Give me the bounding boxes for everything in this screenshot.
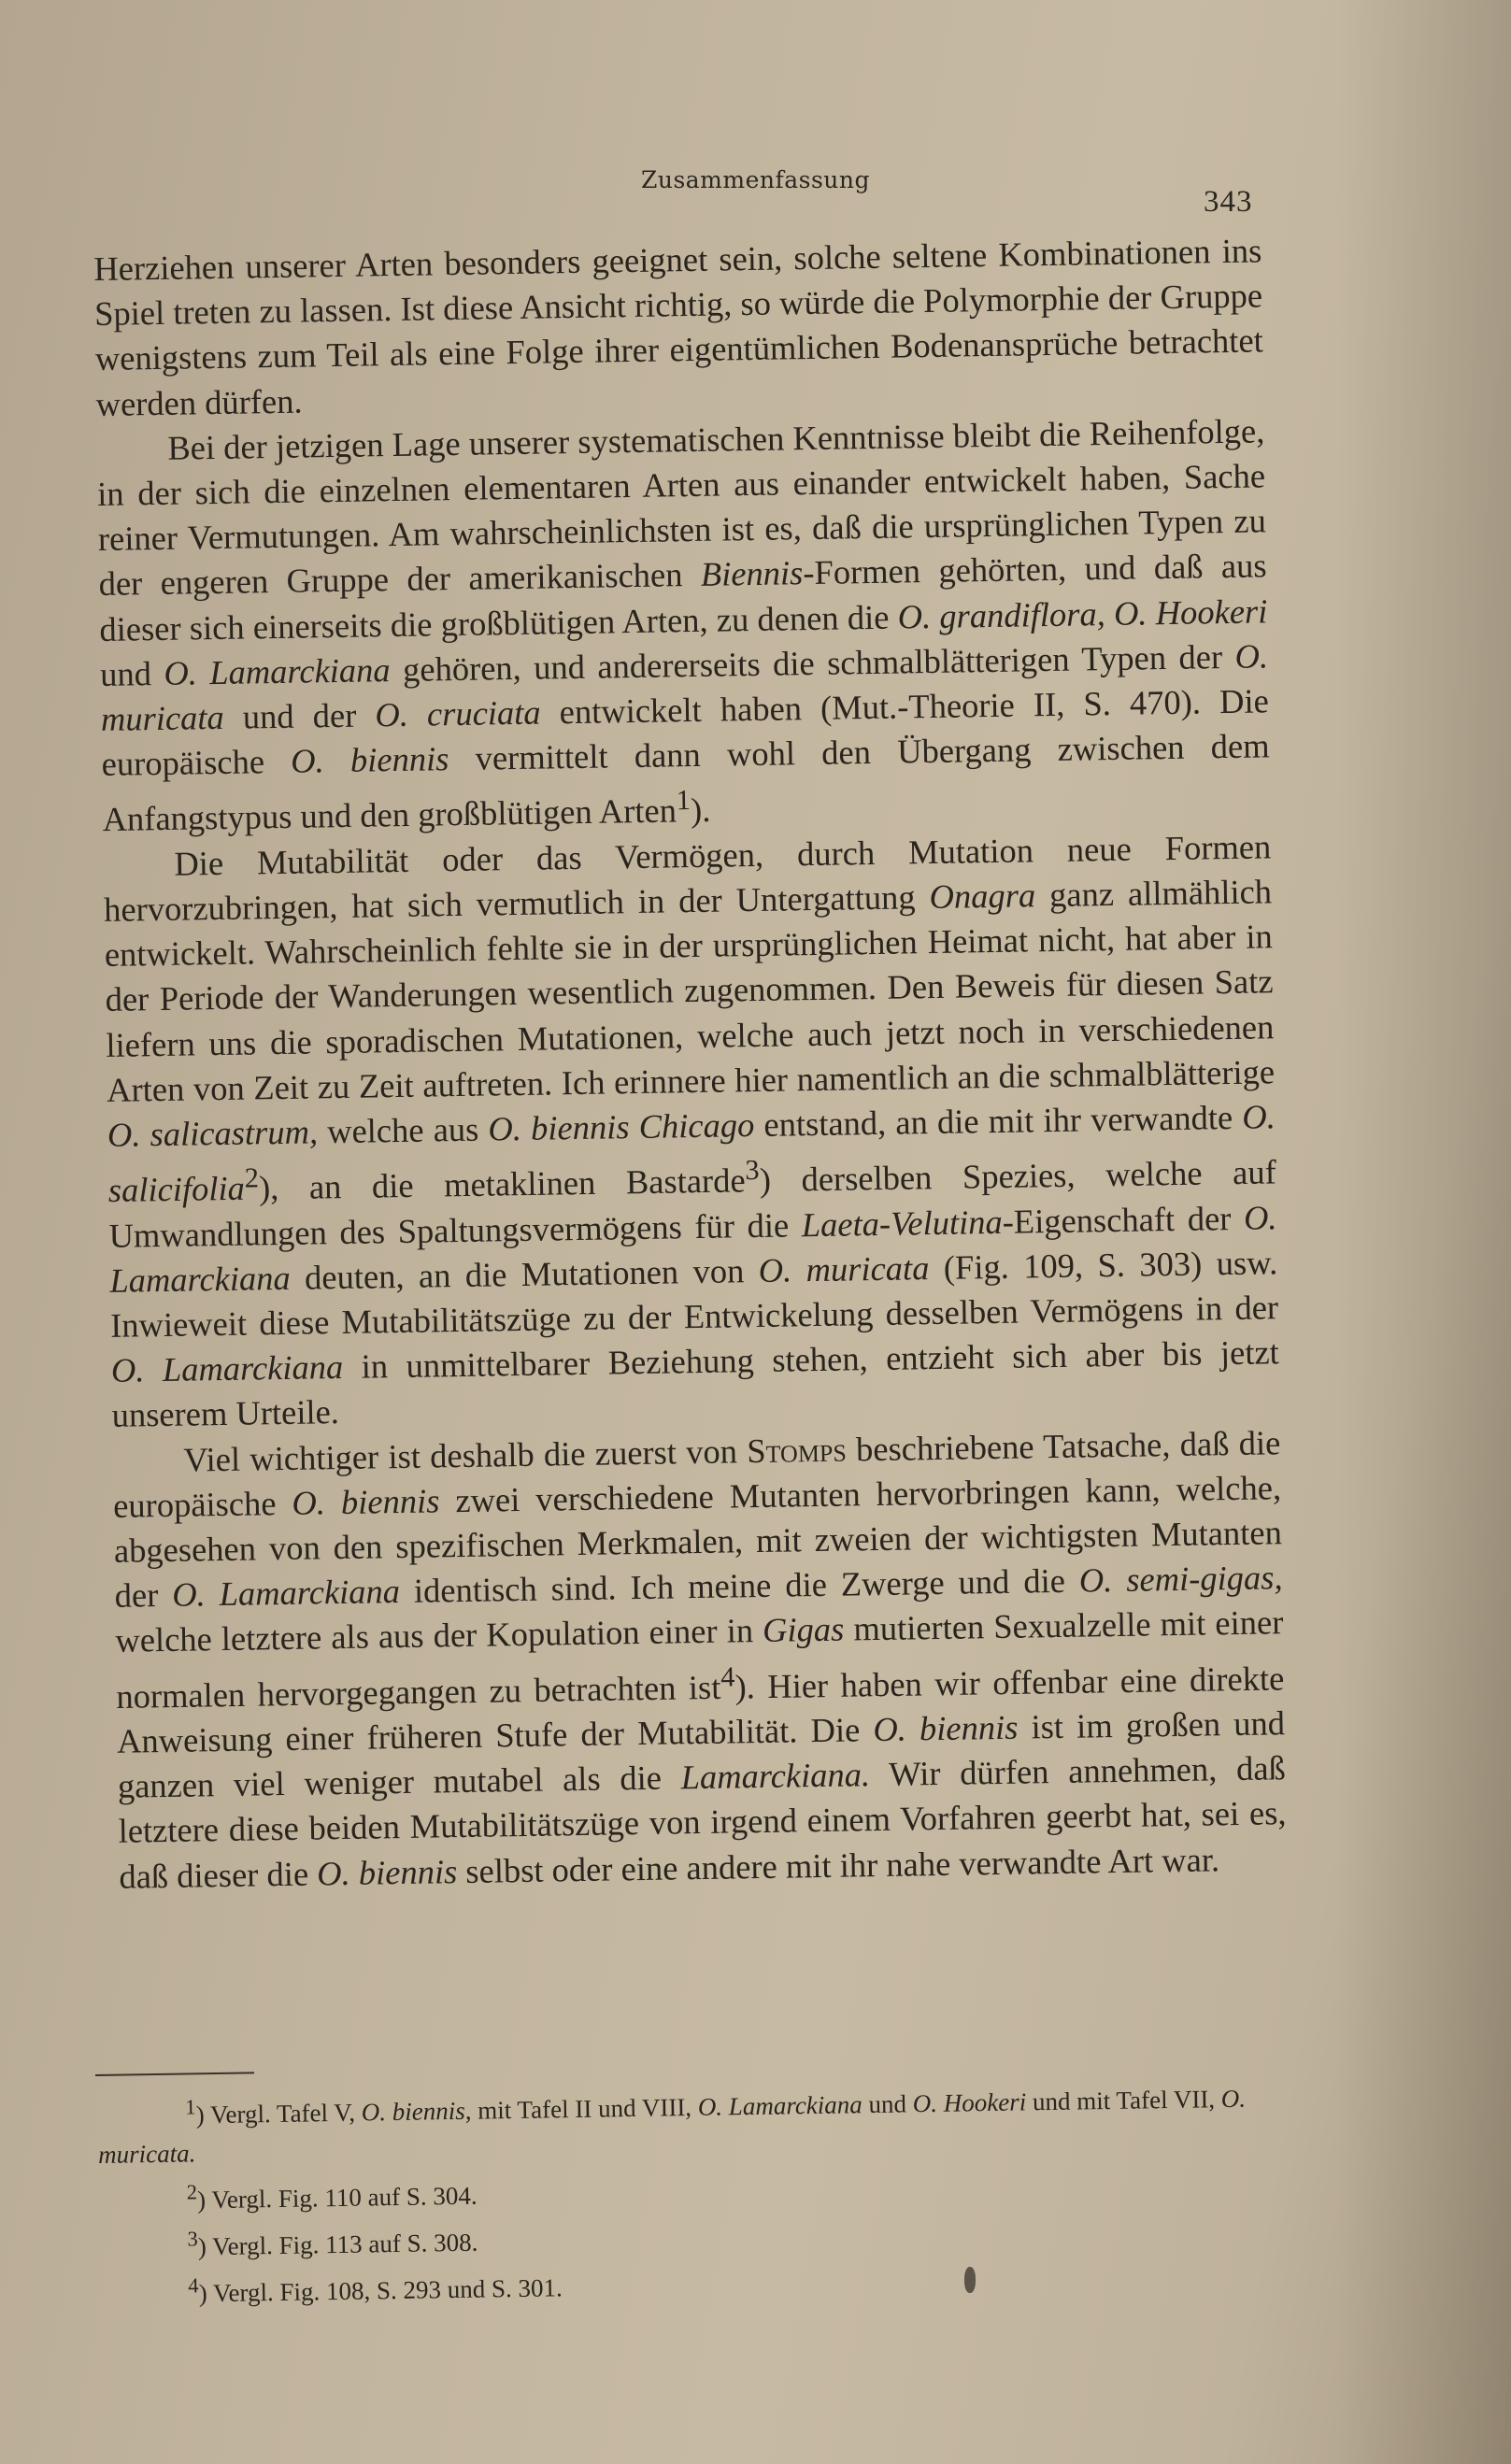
footnote-separator [95, 2072, 254, 2076]
footnote-mark: 1 [185, 2095, 196, 2119]
page-shadow [1336, 0, 1511, 2464]
italic-text: Laeta-Velutina [801, 1202, 1004, 1244]
species-name: O. muricata [100, 636, 1269, 738]
text-run: vermittelt dann wohl den Übergang zwischen dem Anfangstypus und den großblütigen Arten [102, 726, 1270, 839]
text-run: ). [690, 790, 711, 830]
text-run: Wir dürfen annehmen, daß letztere diese beiden Mutabilitätszüge von irgend einem Vorfahren geerbt hat, sei es, daß dieser die [118, 1748, 1287, 1896]
text-run: ) derselben Spezies, welche auf Umwandlungen des Spaltungsvermögens für die [108, 1152, 1277, 1255]
text-run: und der [223, 695, 376, 736]
species-name: O. biennis [873, 1707, 1019, 1749]
text-run: deuten, an die Mutationen von [290, 1250, 760, 1297]
text-run: ist im großen und ganzen viel weniger mutabel als die [117, 1703, 1286, 1805]
species-name: O. muricata [758, 1247, 930, 1289]
running-head: Zusammenfassung [640, 166, 871, 193]
footnote-mark: 2 [186, 2180, 198, 2204]
species-name: O. Lamarckiana [697, 2090, 863, 2121]
species-name: O. cruciata [375, 692, 541, 734]
species-name: Lamarckiana. [680, 1755, 871, 1797]
species-name: O. Lamarckiana [109, 1197, 1277, 1300]
text-run: und mit Tafel VII, [1026, 2085, 1222, 2116]
species-name: O. grandiflora, O. Hookeri [897, 591, 1268, 636]
footnote-text: ) Vergl. Fig. 110 auf S. 304. [196, 2181, 478, 2215]
text-run: (Fig. 109, S. 303) usw. Inwieweit diese Mutabilitätszüge zu der Entwickelung desselben Vermögens in der [109, 1243, 1279, 1345]
text-run: -Eigenschaft der [1002, 1198, 1245, 1241]
species-name: O. biennis, [361, 2096, 472, 2127]
text-run: zwei verschiedene Mutanten hervorbringen kann, welche, abgesehen von den spezifischen Merkmalen, mit zweien der wichtigsten Mutanten der [113, 1467, 1283, 1616]
footnote-ref: 4 [720, 1660, 735, 1693]
page-number: 343 [1204, 185, 1253, 219]
author-name: Stomps [746, 1430, 848, 1470]
text-run: welche aus [317, 1109, 489, 1151]
ink-speck [964, 2267, 976, 2293]
paragraph-4 [112, 1420, 1288, 1900]
text-run: -Formen gehörten, und daß aus dieser sich einerseits die großblütigen Arten, zu denen die [99, 546, 1267, 648]
footnotes [97, 2071, 1269, 2314]
species-name: O. biennis Chicago [488, 1105, 755, 1148]
species-name: O. biennis [292, 1481, 440, 1522]
species-name: O. Lamarckiana [171, 1572, 401, 1615]
footnote-mark: 3 [187, 2227, 198, 2251]
footnote-text: ) Vergl. Fig. 108, S. 293 und S. 301. [198, 2273, 563, 2308]
text-run: entstand, an die mit ihr verwandte [753, 1097, 1243, 1145]
species-name: O. Lamarckiana [164, 649, 391, 692]
species-name: O. muricata. [97, 2084, 1247, 2169]
text-run: ganz allmählich entwickelt. Wahrscheinlich fehlte sie in der ursprünglichen Heimat nicht, hat aber in der Periode der Wanderungen wesentlich zugenommen. Den Beweis für diesen Satz liefern uns die sporadischen Mutationen, welche auch jetzt noch in verschiedenen Arten von Zeit zu Zeit auftreten. Ich erinnere hier namentlich an die schmalblätterige [104, 872, 1276, 1109]
text-run: Bei der jetzigen Lage unserer systematischen Kenntnisse bleibt die Reihenfolge, in der sich die einzelnen elementaren Arten aus einander entwickelt haben, Sache reiner Vermutungen. Am wahrscheinlichsten ist es, daß die ursprünglichen Typen zu der engeren Gruppe der amerikanischen [96, 411, 1267, 604]
text-run: und [99, 653, 164, 693]
footnote-ref: 1 [676, 784, 691, 817]
text-run: mit Tafel II und VIII, [471, 2092, 699, 2125]
text-run: beschriebene Tatsache, daß die europäische [112, 1422, 1281, 1525]
text-run: ) Vergl. Tafel V, [195, 2098, 363, 2129]
species-name: O. biennis [290, 739, 449, 780]
species-name: O. salicifolia [107, 1097, 1276, 1210]
text-run: selbst oder eine andere mit ihr nahe verwandte Art war. [456, 1839, 1220, 1890]
species-name: O. salicastrum, [107, 1112, 319, 1154]
footnote-mark: 4 [188, 2273, 199, 2298]
text-run: identisch sind. Ich meine die Zwerge und die [399, 1560, 1080, 1611]
footnote-ref: 3 [745, 1154, 760, 1187]
italic-text: Onagra [929, 876, 1036, 917]
text-run: in unmittelbarer Beziehung stehen, entzieht sich aber bis jetzt unserem Urteile. [111, 1332, 1280, 1435]
footnote-text: ) Vergl. Fig. 113 auf S. 308. [197, 2228, 478, 2261]
species-name: O. Lamarckiana [110, 1347, 344, 1390]
paragraph-1: Herziehen unserer Arten besonders geeignet sein, solche seltene Kombinationen ins Spiel treten zu lassen. Ist diese Ansicht richtig, so würde die Polymorphie der Gruppe wenigstens zum Teil als eine Folge ihrer eigentümlichen Bodenansprüche betrachtet werden dürfen. [93, 231, 1264, 423]
italic-text: Biennis [700, 553, 804, 594]
text-run: entwickelt haben (Mut.-Theorie II, S. 470). Die europäische [101, 681, 1270, 784]
italic-text: Gigas [762, 1609, 845, 1650]
paragraph-2 [96, 408, 1271, 843]
text-run: welche letztere als aus der Kopulation einer in [115, 1611, 763, 1660]
text-run: und [862, 2089, 914, 2119]
text-run: mutierten Sexualzelle mit einer normalen hervorgegangen zu betrachten ist [116, 1602, 1284, 1716]
text-run: Viel wichtiger ist deshalb die zuerst von [183, 1431, 748, 1479]
species-name: O. Hookeri [912, 2087, 1027, 2118]
paragraph-3 [103, 824, 1280, 1438]
species-name: O. biennis [316, 1851, 458, 1893]
body-text [93, 228, 1288, 1899]
footnote-ref: 2 [244, 1161, 260, 1194]
species-name: O. semi-gigas, [1078, 1558, 1283, 1600]
text-run: ). Hier haben wir offenbar eine direkte Anweisung einer früheren Stufe der Mutabilität. Die [116, 1658, 1285, 1760]
text-run: Die Mutabilität oder das Vermögen, durch Mutation neue Formen hervorzubringen, hat sich vermutlich in der Untergattung [103, 827, 1272, 929]
text-run: gehören, und andererseits die schmalblätterigen Typen der [390, 636, 1235, 689]
text-run: ), an die metaklinen Bastarde [258, 1161, 746, 1207]
